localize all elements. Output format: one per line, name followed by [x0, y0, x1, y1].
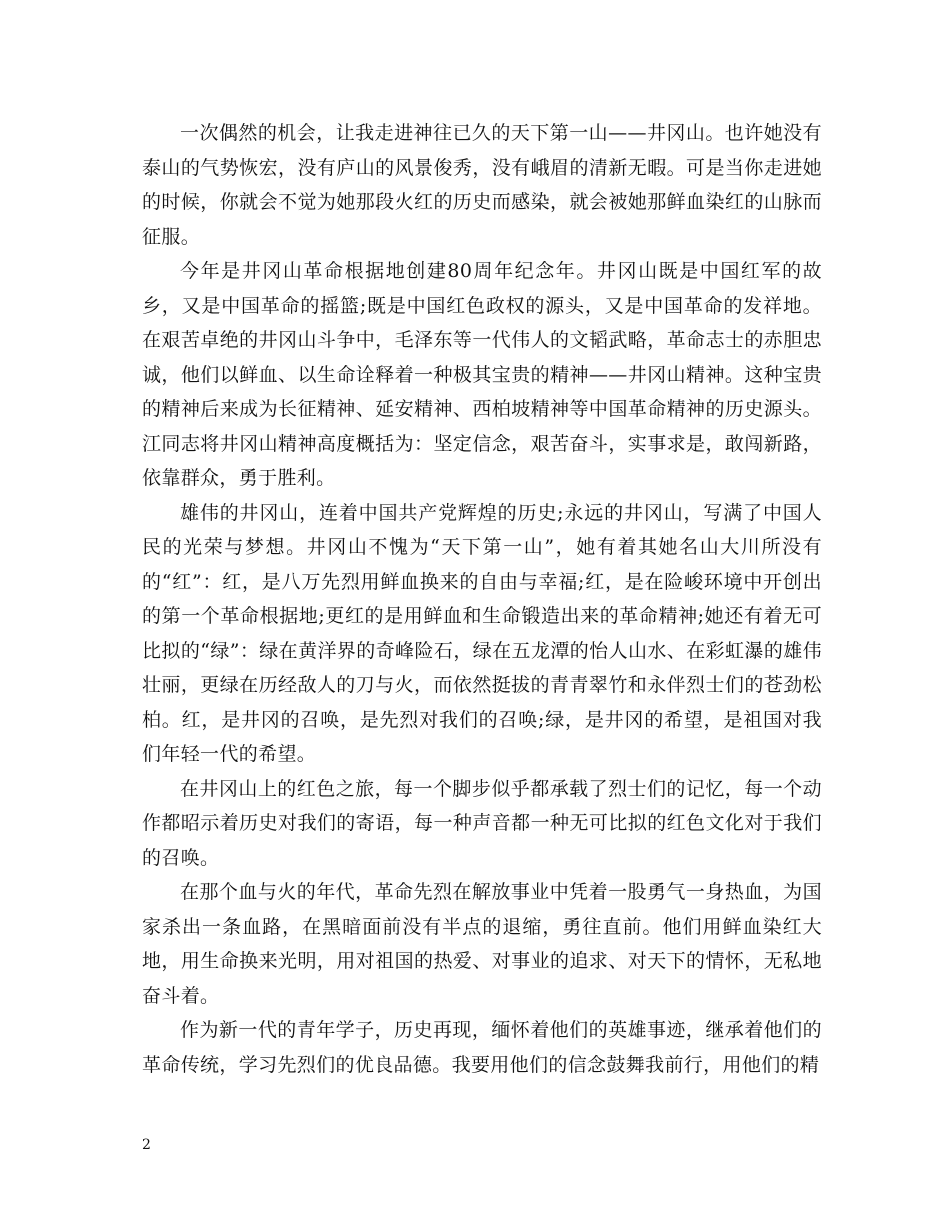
body-text	[142, 116, 822, 1082]
paragraph-1: 一次偶然的机会，让我走进神往已久的天下第一山——井冈山。也许她没有泰山的气势恢宏，没有庐山的风景俊秀，没有峨眉的清新无暇。可是当你走进她的时候，你就会不觉为她那段火红的历史而感染，就会被她那鲜血染红的山脉而征服。	[142, 122, 822, 248]
paragraph-2: 今年是井冈山革命根据地创建80周年纪念年。井冈山既是中国红军的故乡，又是中国革命的摇篮;既是中国红色政权的源头，又是中国革命的发祥地。在艰苦卓绝的井冈山斗争中，毛泽东等一代伟人的文韬武略，革命志士的赤胆忠诚，他们以鲜血、以生命诠释着一种极其宝贵的精神——井冈山精神。这种宝贵的精神后来成为长征精神、延安精神、西柏坡精神等中国革命精神的历史源头。江同志将井冈山精神高度概括为：坚定信念，艰苦奋斗，实事求是，敢闯新路，依靠群众，勇于胜利。	[142, 260, 822, 489]
paragraph-4: 在井冈山上的红色之旅，每一个脚步似乎都承载了烈士们的记忆，每一个动作都昭示着历史对我们的寄语，每一种声音都一种无可比拟的红色文化对于我们的召唤。	[142, 777, 822, 869]
page-number: 2	[142, 1137, 151, 1153]
paragraph-5: 在那个血与火的年代，革命先烈在解放事业中凭着一股勇气一身热血，为国家杀出一条血路，在黑暗面前没有半点的退缩，勇往直前。他们用鲜血染红大地，用生命换来光明，用对祖国的热爱、对事业的追求、对天下的情怀，无私地奋斗着。	[142, 881, 822, 1007]
paragraph-6: 作为新一代的青年学子，历史再现，缅怀着他们的英雄事迹，继承着他们的革命传统，学习先烈们的优良品德。我要用他们的信念鼓舞我前行，用他们的精	[142, 1019, 822, 1076]
paragraph-3: 雄伟的井冈山，连着中国共产党辉煌的历史;永远的井冈山，写满了中国人民的光荣与梦想。井冈山不愧为“天下第一山”，她有着其她名山大川所没有的“红”：红，是八万先烈用鲜血换来的自由与幸福;红，是在险峻环境中开创出的第一个革命根据地;更红的是用鲜血和生命锻造出来的革命精神;她还有着无可比拟的“绿”：绿在黄洋界的奇峰险石，绿在五龙潭的怡人山水、在彩虹瀑的雄伟壮丽，更绿在历经敌人的刀与火，而依然挺拔的青青翠竹和永伴烈士们的苍劲松柏。红，是井冈的召唤，是先烈对我们的召唤;绿，是井冈的希望，是祖国对我们年轻一代的希望。	[142, 501, 822, 765]
